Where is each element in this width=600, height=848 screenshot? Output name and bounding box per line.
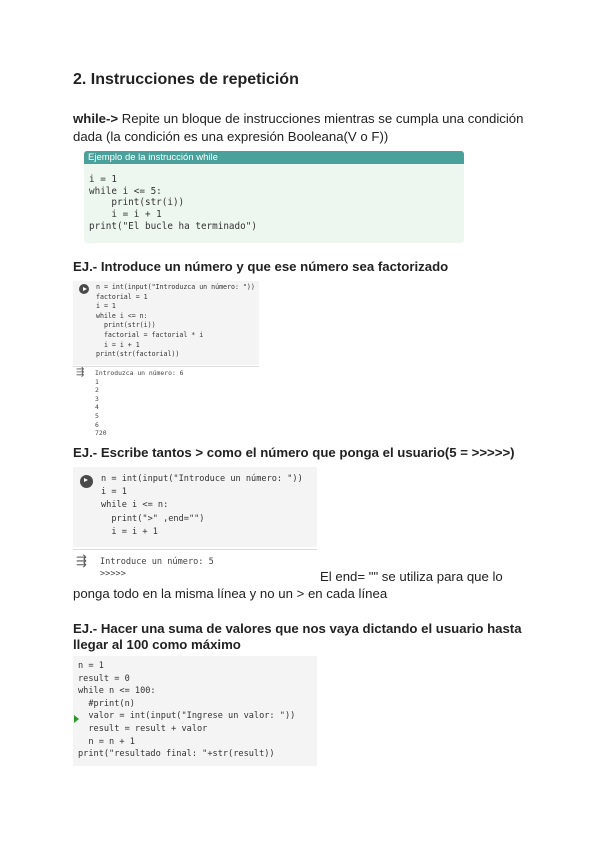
code-line: print("El bucle ha terminado") bbox=[89, 220, 257, 232]
code-line: i = i + 1 bbox=[101, 526, 158, 537]
code-line: valor = int(input("Ingrese un valor: ")) bbox=[78, 711, 296, 722]
code-line: n = n + 1 bbox=[78, 736, 135, 747]
code-line: print(str(factorial)) bbox=[96, 350, 180, 359]
output-toggle-icon[interactable]: ⇶ bbox=[76, 553, 87, 568]
while-example-box bbox=[84, 151, 464, 243]
exercise-3-code[interactable] bbox=[78, 660, 295, 761]
code-line: result = result + valor bbox=[78, 723, 208, 734]
output-line: 2 bbox=[95, 386, 99, 395]
exercise-2-code[interactable] bbox=[101, 473, 303, 539]
code-line: i = i + 1 bbox=[96, 340, 140, 349]
code-line: i = 1 bbox=[101, 487, 127, 498]
code-line: while i <= 5: bbox=[89, 185, 162, 197]
code-line: result = 0 bbox=[78, 673, 130, 684]
exercise-2-title: EJ.- Escribe tantos > como el número que ponga el usuario(5 = >>>>>) bbox=[73, 445, 515, 460]
cell-divider bbox=[73, 549, 317, 550]
output-line: 6 bbox=[95, 420, 99, 429]
while-keyword: while-> bbox=[73, 111, 119, 126]
output-line: 5 bbox=[95, 411, 99, 420]
code-line: print(str(i)) bbox=[96, 321, 156, 330]
end-note-line-1: El end= "" se utiliza para que lo bbox=[320, 569, 503, 584]
output-line: Introduzca un número: 6 bbox=[95, 369, 184, 377]
example-code bbox=[84, 164, 464, 233]
exercise-1-output bbox=[95, 369, 184, 438]
code-line: #print(n) bbox=[78, 698, 135, 709]
exercise-1-code[interactable] bbox=[96, 283, 255, 360]
code-line: print(">" ,end="") bbox=[101, 513, 205, 524]
code-line: factorial = 1 bbox=[96, 292, 148, 301]
section-heading: 2. Instrucciones de repetición bbox=[73, 71, 299, 88]
output-line: 4 bbox=[95, 403, 99, 412]
exercise-2-code-cell[interactable] bbox=[73, 467, 317, 547]
output-line: >>>>> bbox=[100, 569, 126, 579]
run-cell-icon[interactable] bbox=[80, 475, 93, 488]
code-line: n = int(input("Introduzca un número: ")) bbox=[96, 283, 255, 291]
output-line: 1 bbox=[95, 377, 99, 386]
output-line: 720 bbox=[95, 429, 107, 438]
cell-divider bbox=[73, 366, 259, 367]
output-toggle-icon[interactable]: ⇶ bbox=[76, 367, 85, 378]
code-line: n = 1 bbox=[78, 661, 104, 671]
code-line: n = int(input("Introduce un número: ")) bbox=[101, 474, 303, 484]
exercise-1-code-cell[interactable] bbox=[73, 281, 259, 365]
exercise-1-title: EJ.- Introduce un número y que ese número sea factorizado bbox=[73, 259, 449, 274]
code-line: factorial = factorial * i bbox=[96, 330, 204, 339]
output-line: 3 bbox=[95, 394, 99, 403]
code-line: i = 1 bbox=[96, 302, 116, 311]
code-line: i = 1 bbox=[89, 174, 117, 185]
example-header: Ejemplo de la instrucción while bbox=[84, 151, 464, 164]
code-line: print(str(i)) bbox=[89, 197, 185, 209]
code-line: print("resultado final: "+str(result)) bbox=[78, 749, 275, 760]
code-line: while n <= 100: bbox=[78, 686, 156, 697]
end-note-line-2: ponga todo en la misma línea y no un > en cada línea bbox=[73, 586, 388, 601]
code-line: while i <= n: bbox=[101, 500, 169, 511]
output-line: Introduce un número: 5 bbox=[100, 557, 214, 567]
exercise-3-code-cell[interactable] bbox=[73, 656, 317, 766]
exercise-3-title-line-2: llegar al 100 como máximo bbox=[73, 637, 241, 652]
code-line: i = i + 1 bbox=[89, 209, 162, 221]
exercise-2-output bbox=[100, 556, 214, 580]
while-description bbox=[73, 110, 533, 146]
code-line: while i <= n: bbox=[96, 311, 148, 320]
run-cell-icon[interactable] bbox=[79, 284, 89, 294]
while-description-text: Repite un bloque de instrucciones mientras se cumpla una condición dada (la condición es una expresión Booleana(V o F)) bbox=[73, 111, 524, 144]
exercise-3-title-line-1: EJ.- Hacer una suma de valores que nos vaya dictando el usuario hasta bbox=[73, 621, 522, 636]
